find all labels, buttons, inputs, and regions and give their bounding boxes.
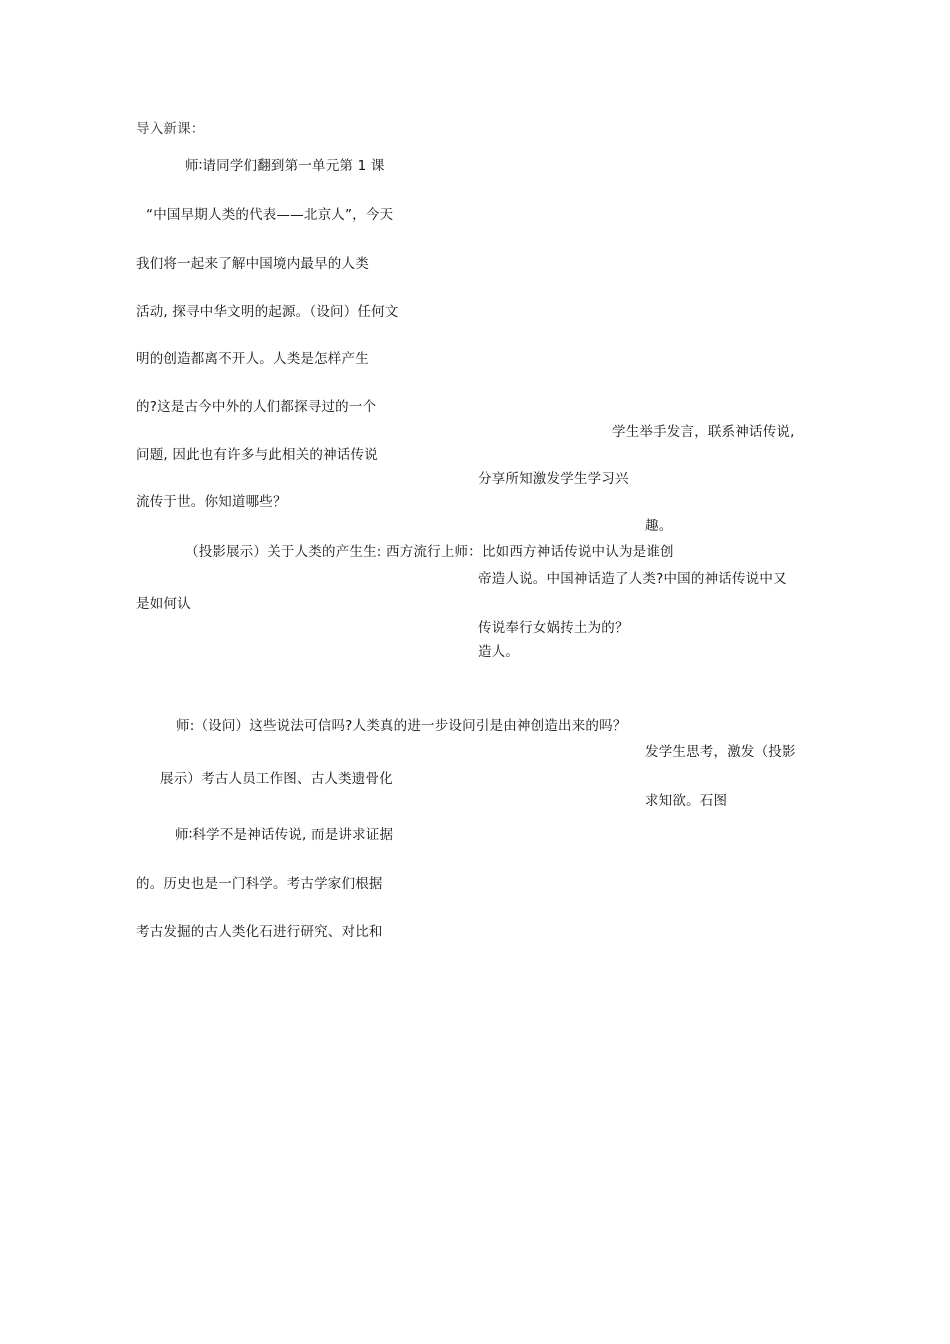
- paragraph-line: 活动, 探寻中华文明的起源。（设问）任何文: [136, 304, 399, 320]
- section-heading: 导入新课：: [136, 121, 205, 137]
- activity-note-line: 分享所知激发学生学习兴: [478, 471, 629, 487]
- paragraph-line: 明的创造都离不开人。人类是怎样产生: [136, 351, 369, 367]
- paragraph-line: 师∶请同学们翻到第一单元第 1 课: [185, 158, 385, 174]
- mixed-text-line: （投影展示）关于人类的产生生: 西方流行上师：比如西方神话传说中认为是谁创: [185, 544, 674, 560]
- activity-note-line: 传说奉行女娲抟土为的？: [478, 620, 629, 636]
- paragraph-line: 的?这是古今中外的人们都探寻过的一个: [136, 399, 377, 415]
- paragraph-line: “中国早期人类的代表——北京人”，今天: [146, 207, 394, 223]
- projection-line: 展示）考古人员工作图、古人类遗骨化: [160, 771, 393, 787]
- activity-note-line: 发学生思考，激发（投影: [645, 744, 796, 760]
- paragraph-line: 是如何认: [136, 596, 191, 612]
- paragraph-line: 问题, 因此也有许多与此相关的神话传说: [136, 447, 378, 463]
- activity-note-line: 帝造人说。中国神话造了人类?中国的神话传说中又: [478, 571, 787, 587]
- activity-note-line: 趣。: [645, 518, 673, 534]
- paragraph-line: 流传于世。你知道哪些？: [136, 494, 287, 510]
- question-line: 师:（设问）这些说法可信吗?人类真的进一步设问引是由神创造出来的吗？: [176, 718, 627, 734]
- paragraph-line: 师∶科学不是神话传说, 而是讲求证据: [175, 827, 394, 843]
- activity-note-line: 造人。: [478, 644, 520, 660]
- activity-note-line: 求知欲。石图: [645, 793, 728, 809]
- activity-note-line: 学生举手发言，联系神话传说,: [612, 424, 795, 440]
- paragraph-line: 的。历史也是一门科学。考古学家们根据: [136, 876, 383, 892]
- paragraph-line: 考古发掘的古人类化石进行研究、对比和: [136, 924, 383, 940]
- paragraph-line: 我们将一起来了解中国境内最早的人类: [136, 256, 369, 272]
